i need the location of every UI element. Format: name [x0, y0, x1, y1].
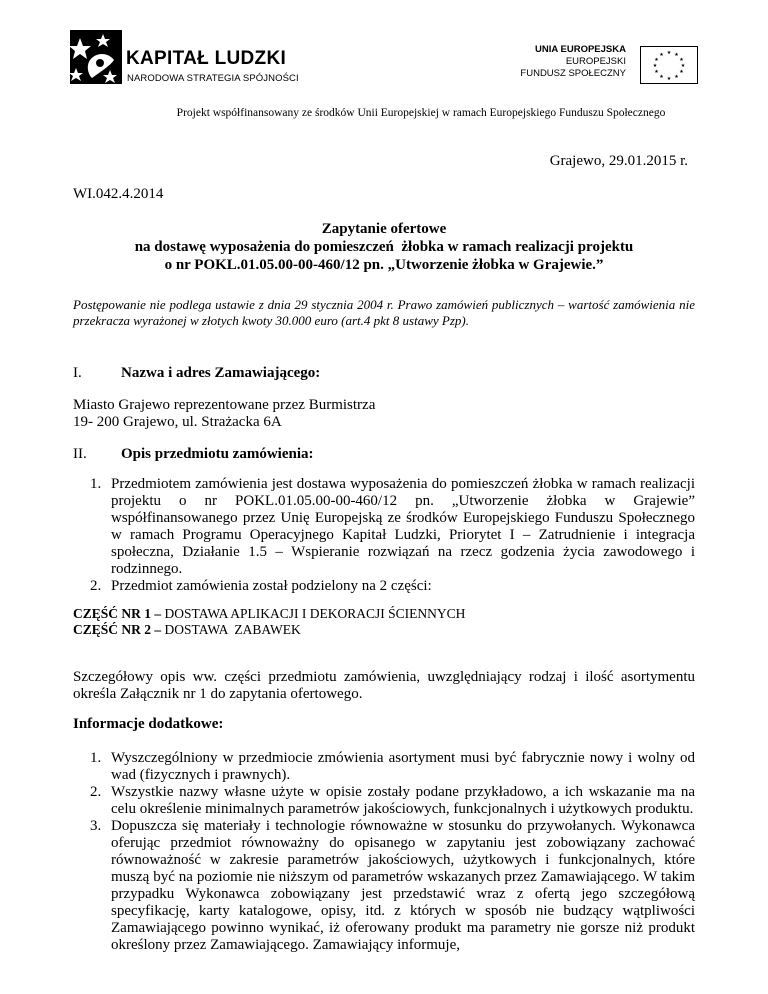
kapital-ludzki-logo [70, 30, 330, 88]
part-2 [73, 622, 465, 638]
part2-text: DOSTAWA ZABAWEK [161, 622, 301, 637]
section2-number: II. [73, 446, 87, 462]
svg-text:★: ★ [654, 57, 659, 63]
title-line2: na dostawę wyposażenia do pomieszczeń żłobka w ramach realizacji projektu [134, 239, 634, 255]
address-line1: Miasto Grajewo reprezentowane przez Burmistrza [73, 397, 376, 413]
part1-label: CZĘŚĆ NR 1 – [73, 606, 162, 621]
additional-info-list [73, 750, 695, 954]
list-item: 2. Przedmiot zamówienia został podzielony na 2 części: [90, 578, 432, 594]
part1-text: DOSTAWA APLIKACJI I DEKORACJI ŚCIENNYCH [161, 606, 466, 621]
part-1 [73, 606, 465, 622]
svg-text:★: ★ [666, 50, 672, 56]
order-description-list [73, 476, 695, 595]
title-line3: o nr POKL.01.05.00-00-460/12 pn. „Utworzenie żłobka w Grajewie.” [164, 257, 604, 273]
svg-text:★: ★ [674, 52, 679, 58]
svg-text:★: ★ [659, 74, 664, 80]
kapital-ludzki-emblem-icon [70, 30, 122, 84]
svg-text:★: ★ [679, 69, 684, 75]
document-title [0, 220, 768, 274]
funding-note: Projekt współfinansowany ze środków Unii Europejskiej w ramach Europejskiego Funduszu Społecznego [176, 107, 666, 119]
eu-line2: EUROPEJSKI [565, 56, 626, 67]
reference-number: WI.042.4.2014 [73, 186, 164, 202]
eu-logo [518, 44, 698, 84]
additional-info-heading: Informacje dodatkowe: [73, 716, 224, 732]
section1-heading [73, 365, 320, 382]
list-item: 2. Wszystkie nazwy własne użyte w opisie zostały podane przykładowo, a ich wskazanie ma na celu określenie minimalnych parametrów jakościowych, funkcjonalnych i użytkowych produktu. [90, 784, 695, 817]
part2-label: CZĘŚĆ NR 2 – [73, 622, 162, 637]
kl-title: KAPITAŁ LUDZKI [126, 48, 287, 69]
svg-text:★: ★ [652, 63, 658, 69]
svg-text:★: ★ [679, 57, 684, 63]
list-item: 1. Wyszczególniony w przedmiocie zmówienia asortyment musi być fabrycznie nowy i wolny od wad (fizycznych i prawnych). [90, 750, 695, 783]
details-paragraph: Szczegółowy opis ww. części przedmiotu zamówienia, uwzględniający rodzaj i ilość asortymentu określa Załącznik nr 1 do zapytania ofertowego. [73, 669, 695, 702]
section1-number: I. [73, 365, 82, 381]
svg-text:★: ★ [666, 76, 672, 82]
place-date: Grajewo, 29.01.2015 r. [549, 153, 688, 169]
section2-heading [73, 446, 314, 463]
section1-title: Nazwa i adres Zamawiającego: [121, 365, 321, 381]
svg-text:★: ★ [659, 52, 664, 58]
order-parts [73, 606, 465, 638]
list-item: 3. Dopuszcza się materiały i technologie równoważne w stosunku do przywołanych. Wykonawca oferując przedmiot równoważny do opisanego w zapytaniu jest zobowiązany zachować równoważność w zakresie parametrów jakościowych, użytkowych i funkcjonalnych, które muszą być na poziomie nie niższym od parametrów wskazanych przez Zamawiającego. W takim przypadku Wykonawca zobowiązany jest przedstawić wraz z ofertą jego szczegółową specyfikację, karty katalogowe, opisy, itd. z których w sposób nie budzący wątpliwości Zamawiającego powinno wynikać, iż oferowany produkt ma parametry nie gorsze niż produkt określony przez Zamawiającego. Zamawiający informuje, [90, 818, 695, 953]
contracting-authority-address [73, 397, 375, 431]
eu-line1: UNIA EUROPEJSKA [535, 44, 626, 55]
section2-title: Opis przedmiotu zamówienia: [121, 446, 314, 462]
eu-line3: FUNDUSZ SPOŁECZNY [520, 68, 626, 79]
eu-logo-text [520, 44, 626, 80]
legal-note: Postępowanie nie podlega ustawie z dnia 29 stycznia 2004 r. Prawo zamówień publicznych – wartość zamówienia nie przekracza wyrażonej w złotych kwoty 30.000 euro (art.4 pkt 8 ustawy Pzp). [73, 297, 695, 328]
svg-text:★: ★ [680, 63, 686, 69]
svg-text:★: ★ [654, 69, 659, 75]
address-line2: 19- 200 Grajewo, ul. Strażacka 6A [73, 414, 282, 430]
kl-subtitle: NARODOWA STRATEGIA SPÓJNOŚCI [127, 73, 299, 84]
title-line1: Zapytanie ofertowe [321, 221, 447, 237]
svg-text:★: ★ [674, 74, 679, 80]
eu-flag-icon [640, 46, 698, 84]
list-item: 1. Przedmiotem zamówienia jest dostawa wyposażenia do pomieszczeń żłobka w ramach realizacji projektu o nr POKL.01.05.00-00-460/12 pn. „Utworzenie żłobka w Grajewie” współfinansowanego przez Unię Europejską ze środków Europejskiego Funduszu Społecznego w ramach Programu Operacyjnego Kapitał Ludzki, Priorytet I – Zatrudnienie i integracja społeczna, Działanie 1.5 – Wspieranie rozwiązań na rzecz godzenia życia zawodowego i rodzinnego. [90, 476, 695, 577]
